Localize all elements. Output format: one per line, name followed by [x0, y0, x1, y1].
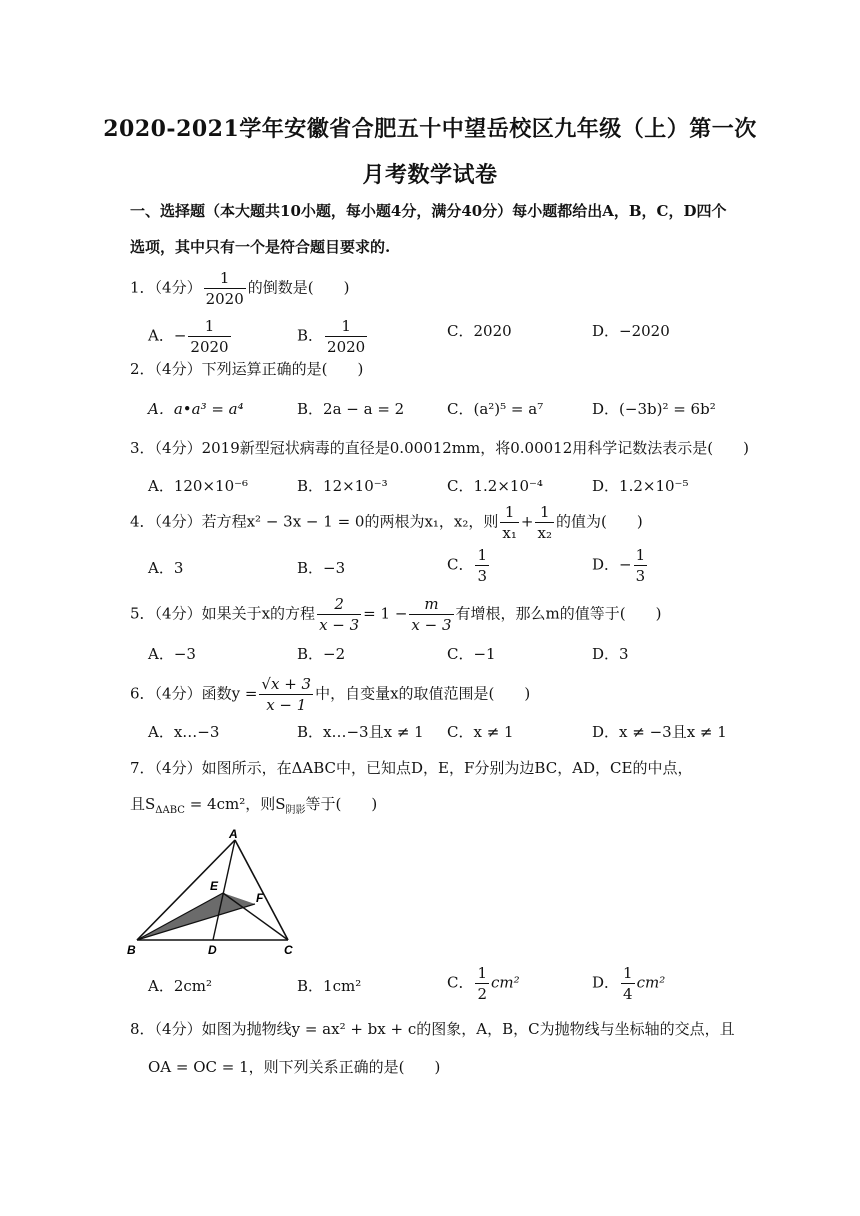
question-1 — [130, 268, 350, 309]
q6-option-d: D．x ≠ −3且x ≠ 1 — [592, 723, 727, 741]
label-b: B — [127, 943, 136, 957]
label-a: A — [229, 827, 238, 841]
q4-option-b: B．−3 — [297, 559, 346, 577]
q7-option-d: D． $\frac{1}{4}$ cm² — [592, 964, 666, 1003]
label-f: F — [256, 891, 264, 905]
q7-option-c: C． $\frac{1}{2}$ cm² — [447, 964, 520, 1003]
q1-option-c: C．2020 — [447, 322, 512, 340]
exam-title-line1: 2020-2021学年安徽省合肥五十中望岳校区九年级（上）第一次 — [103, 116, 757, 142]
q6-option-b: B．x…−3且x ≠ 1 — [297, 723, 424, 741]
question-7-line1: 7．（4分）如图所示，在ΔABC中，已知点D，E，F分别为边BC，AD，CE的中点， — [130, 759, 693, 777]
section-heading: 一、选择题（本大题共10小题，每小题4分，满分40分）每小题都给出A，B，C，D四个选项，其中只有一个是符合题目要求的. — [130, 202, 727, 256]
q5-option-b: B．−2 — [297, 645, 346, 663]
question-8-line2: OA = OC = 1，则下列关系正确的是( ) — [148, 1058, 441, 1076]
question-5: 5．（4分）如果关于x的方程 $\frac{2}{x - 3}$ = 1 − $\frac{m}{x - 3}$ 有增根，那么m的值等于( ) — [130, 595, 662, 634]
q4-option-d: D．− $\frac{1}{3}$ — [592, 546, 646, 585]
q2-option-a: A．a•a³ = a⁴ — [148, 400, 244, 418]
q6-option-a: A．x…−3 — [148, 723, 220, 741]
q4-option-c: C． $\frac{1}{3}$ — [447, 546, 488, 585]
label-d: D — [208, 943, 217, 957]
question-4: 4．（4分）若方程x² − 3x − 1 = 0的两根为x₁，x₂，则 $\frac{1}{\text{x₁}}$ + $\frac{1}{\text{x₂}}$ 的值为( ) — [130, 503, 643, 542]
q7-option-b: B．1cm² — [297, 977, 362, 995]
q3-option-c: C．1.2×10⁻⁴ — [447, 477, 543, 495]
question-6: 6．（4分）函数y = $\frac{√x + 3}{x - 1}$ 中，自变量x的取值范围是( ) — [130, 675, 531, 714]
fraction: $\frac{1}{2020}$ — [205, 269, 244, 308]
question-2: 2．（4分）下列运算正确的是( ) — [130, 360, 364, 378]
shaded-region — [137, 893, 255, 940]
q2-option-b: B．2a − a = 2 — [297, 400, 405, 418]
label-c: C — [284, 943, 293, 957]
side-ac — [235, 840, 288, 940]
question-8-line1: 8．（4分）如图为抛物线y = ax² + bx + c的图象，A，B，C为抛物线与坐标轴的交点，且 — [130, 1020, 735, 1038]
q7-option-a: A．2cm² — [148, 977, 213, 995]
q5-option-c: C．−1 — [447, 645, 496, 663]
question-3: 3．（4分）2019新型冠状病毒的直径是0.00012mm，将0.00012用科学记数法表示是( ) — [130, 439, 749, 457]
q4-option-a: A．3 — [148, 559, 184, 577]
q3-option-a: A．120×10⁻⁶ — [148, 477, 249, 495]
exam-title-line2: 月考数学试卷 — [362, 162, 498, 188]
q6-option-c: C．x ≠ 1 — [447, 723, 514, 741]
q3-option-d: D．1.2×10⁻⁵ — [592, 477, 689, 495]
question-7-line2: 且$S_{\Delta ABC} = 4cm^2$，则$S_{阴影}$等于( ) — [130, 795, 378, 816]
q2-option-d: D．(−3b)² = 6b² — [592, 400, 716, 418]
q5-option-a: A．−3 — [148, 645, 196, 663]
q1-option-d: D．−2020 — [592, 322, 670, 340]
label-e: E — [210, 879, 219, 893]
q5-option-d: D．3 — [592, 645, 629, 663]
q1-option-b: B． $\frac{1}{2020}$ — [297, 317, 366, 356]
triangle-figure — [125, 826, 305, 961]
q2-option-c: C．(a²)⁵ = a⁷ — [447, 400, 544, 418]
question-number: 1．（4分） — [130, 278, 202, 297]
question-text: 的倒数是( ) — [247, 278, 350, 297]
q3-option-b: B．12×10⁻³ — [297, 477, 388, 495]
q1-option-a: A．− $\frac{1}{2020}$ — [148, 317, 229, 356]
